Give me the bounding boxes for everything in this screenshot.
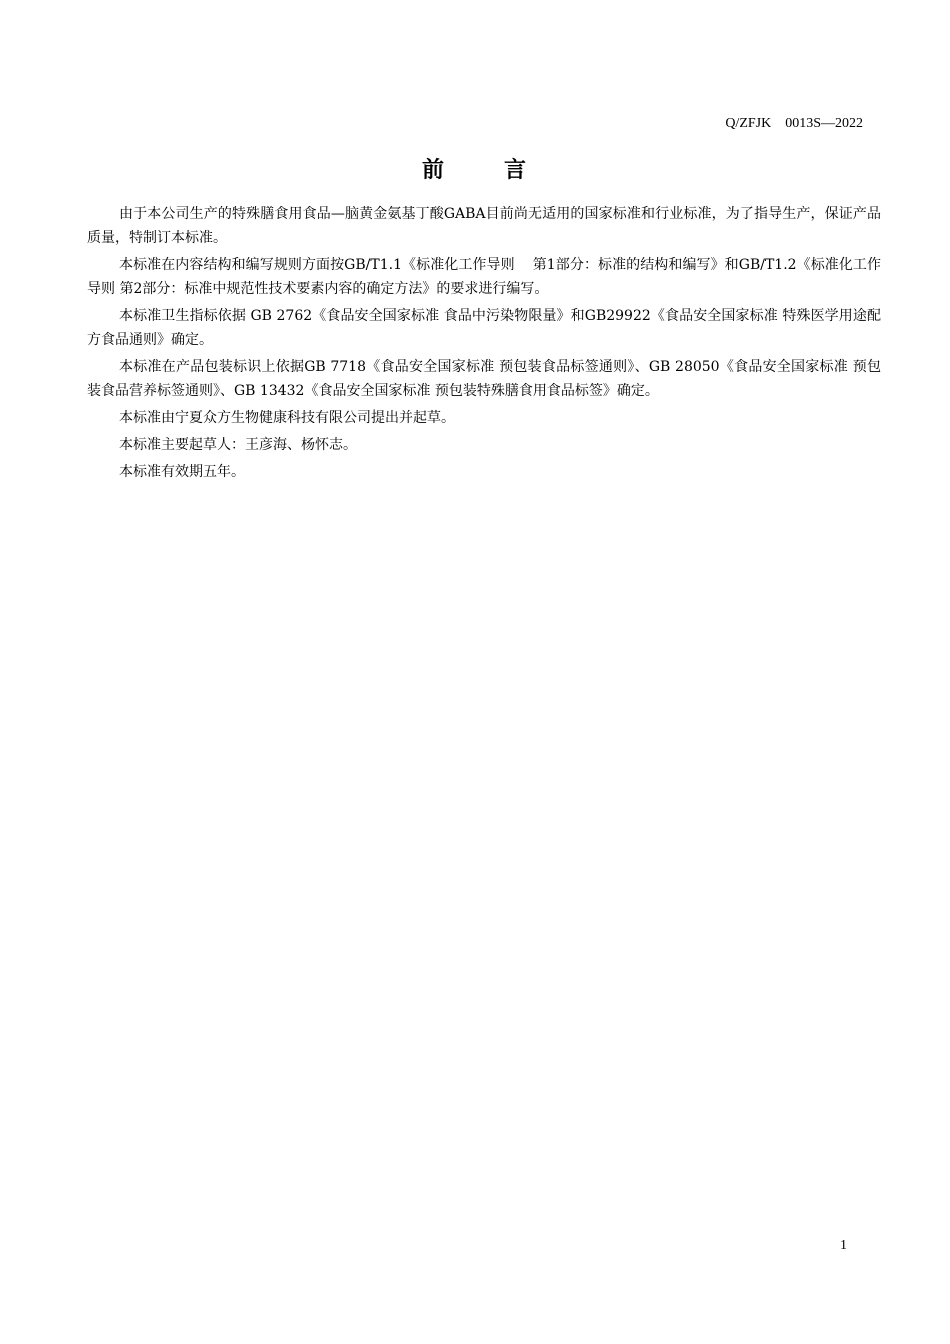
paragraph-hygiene: 本标准卫生指标依据 GB 2762《食品安全国家标准 食品中污染物限量》和GB29922《食品安全国家标准 特殊医学用途配方食品通则》确定。 bbox=[87, 308, 881, 348]
paragraph-drafter-org: 本标准由宁夏众方生物健康科技有限公司提出并起草。 bbox=[119, 410, 455, 426]
paragraph-labeling: 本标准在产品包装标识上依据GB 7718《食品安全国家标准 预包装食品标签通则》、GB 28050《食品安全国家标准 预包装食品营养标签通则》、GB 13432《食品安全国家标准 预包装特殊膳食用食品标签》确定。 bbox=[87, 359, 881, 399]
document-code: Q/ZFJK 0013S—2022 bbox=[725, 116, 863, 131]
page-number: 1 bbox=[840, 1238, 847, 1253]
paragraph-drafters: 本标准主要起草人：王彦海、杨怀志。 bbox=[119, 437, 357, 453]
paragraph-purpose: 由于本公司生产的特殊膳食用食品—脑黄金氨基丁酸GABA目前尚无适用的国家标准和行业标准，为了指导生产，保证产品质量，特制订本标准。 bbox=[87, 206, 881, 246]
foreword-body bbox=[87, 202, 881, 487]
paragraph-structure: 本标准在内容结构和编写规则方面按GB/T1.1《标准化工作导则 第1部分：标准的结构和编写》和GB/T1.2《标准化工作导则 第2部分：标准中规范性技术要素内容的确定方法》的要求进行编写。 bbox=[87, 257, 881, 297]
section-title: 前 言 bbox=[422, 158, 528, 183]
paragraph-validity: 本标准有效期五年。 bbox=[119, 464, 245, 480]
